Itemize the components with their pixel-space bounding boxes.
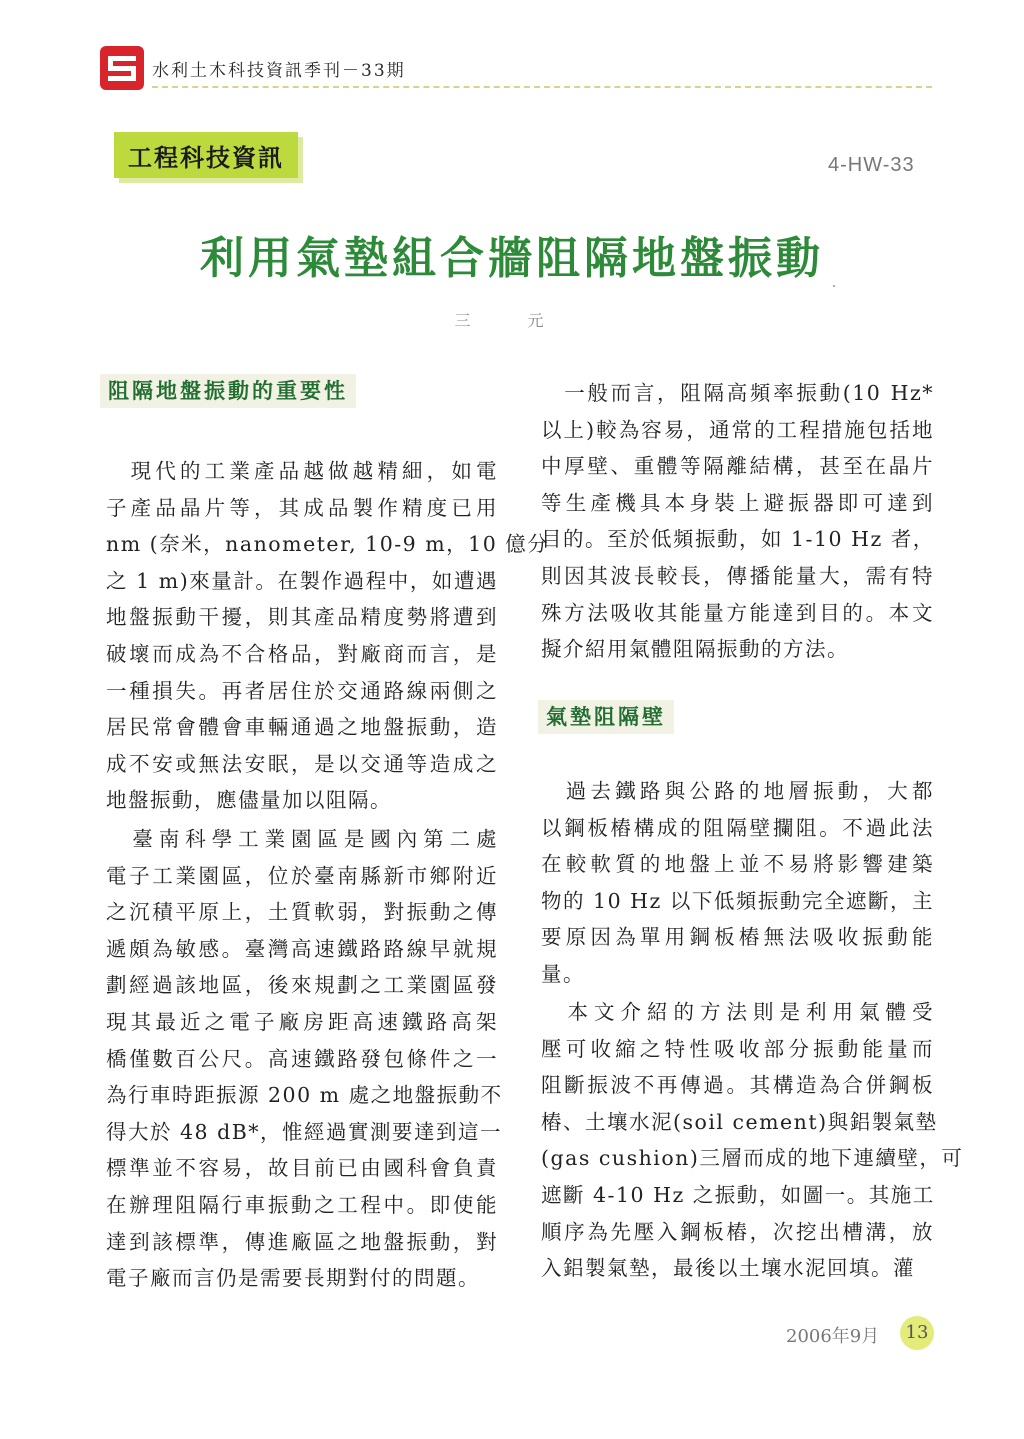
article-title: 利用氣墊組合牆阻隔地盤振動 bbox=[200, 233, 824, 284]
text-line: 子產品晶片等，其成品製作精度已用 bbox=[106, 495, 498, 520]
author-name: 三 元 bbox=[454, 311, 570, 330]
text-line: 則因其波長較長，傳播能量大，需有特 bbox=[541, 563, 934, 588]
text-line: 以上)較為容易，通常的工程措施包括地 bbox=[541, 417, 934, 442]
text-line: 電子工業園區，位於臺南縣新市鄉附近 bbox=[106, 863, 498, 888]
text-line: 量。 bbox=[541, 961, 585, 986]
paragraph-method bbox=[541, 994, 964, 1287]
text-line: 之 1 m)來量計。在製作過程中，如遭遇 bbox=[106, 568, 498, 593]
text-line: 阻斷振波不再傳過。其構造為合併鋼板 bbox=[541, 1073, 934, 1098]
text-line: 中厚壁、重體等隔離結構，甚至在晶片 bbox=[541, 454, 934, 479]
text-line: nm (奈米，nanometer, 10-9 m，10 億分 bbox=[106, 532, 550, 557]
issue-date: 2006年9月 bbox=[786, 1326, 880, 1347]
text-line: 達到該標準，傳進廠區之地盤振動，對 bbox=[106, 1229, 498, 1254]
text-line: 得大於 48 dB*，惟經過實測要達到這一 bbox=[106, 1119, 503, 1144]
text-line: 過去鐵路與公路的地層振動，大都 bbox=[541, 779, 934, 803]
text-line: 以鋼板樁構成的阻隔壁攔阻。不過此法 bbox=[541, 815, 934, 840]
text-line: 等生產機具本身裝上避振器即可達到 bbox=[541, 490, 934, 515]
text-line: 壓可收縮之特性吸收部分振動能量而 bbox=[541, 1036, 934, 1061]
paragraph-history bbox=[541, 773, 934, 993]
section-heading-importance: 阻隔地盤振動的重要性 bbox=[100, 374, 356, 408]
text-line: 劃經過該地區，後來規劃之工業園區發 bbox=[106, 973, 498, 998]
text-line: 為行車時距振源 200 m 處之地盤振動不 bbox=[106, 1083, 503, 1108]
text-line: 遞頗為敏感。臺灣高速鐵路路線早就規 bbox=[106, 936, 498, 961]
text-line: 在較軟質的地盤上並不易將影響建築 bbox=[541, 852, 934, 877]
paragraph-intro bbox=[106, 453, 550, 819]
text-line: 目的。至於低頻振動，如 1-10 Hz 者， bbox=[541, 527, 935, 552]
text-line: 遮斷 4-10 Hz 之振動，如圖一。其施工 bbox=[541, 1182, 935, 1207]
text-line: 順序為先壓入鋼板樁，次挖出槽溝，放 bbox=[541, 1219, 934, 1244]
text-line: 擬介紹用氣體阻隔振動的方法。 bbox=[541, 637, 849, 662]
text-line: 物的 10 Hz 以下低頻振動完全遮斷，主 bbox=[541, 888, 934, 913]
section-heading-gas-cushion: 氣墊阻隔壁 bbox=[538, 700, 674, 734]
text-line: 臺南科學工業園區是國內第二處 bbox=[106, 827, 498, 851]
text-line: 入鋁製氣墊，最後以土壤水泥回填。灌 bbox=[541, 1256, 915, 1281]
text-line: 標準並不容易，故目前已由國科會負責 bbox=[106, 1156, 498, 1181]
text-line: 地盤振動，應儘量加以阻隔。 bbox=[106, 788, 392, 813]
text-line: 現其最近之電子廠房距高速鐵路高架 bbox=[106, 1009, 498, 1034]
text-line: 現代的工業產品越做越精細，如電 bbox=[106, 459, 498, 483]
text-line: 居民常會體會車輛通過之地盤振動，造 bbox=[106, 715, 498, 740]
paragraph-frequency bbox=[541, 375, 934, 668]
text-line: 成不安或無法安眠，是以交通等造成之 bbox=[106, 751, 498, 776]
text-line: 殊方法吸收其能量方能達到目的。本文 bbox=[541, 600, 934, 625]
scan-speck bbox=[833, 285, 835, 287]
journal-title: 水利土木科技資訊季刊－33期 bbox=[152, 61, 406, 81]
text-line: 電子廠而言仍是需要長期對付的問題。 bbox=[106, 1266, 480, 1291]
text-line: 之沉積平原上，土質軟弱，對振動之傳 bbox=[106, 900, 498, 925]
text-line: 本文介紹的方法則是利用氣體受 bbox=[541, 1000, 934, 1024]
text-line: 一種損失。再者居住於交通路線兩側之 bbox=[106, 678, 498, 703]
paragraph-tainan bbox=[106, 821, 503, 1297]
text-line: 橋僅數百公尺。高速鐵路發包條件之一 bbox=[106, 1046, 498, 1071]
text-line: (gas cushion)三層而成的地下連續壁，可 bbox=[541, 1146, 964, 1171]
text-line: 樁、土壤水泥(soil cement)與鋁製氣墊 bbox=[541, 1109, 938, 1134]
category-tag: 工程科技資訊 bbox=[114, 132, 298, 178]
text-line: 要原因為單用鋼板樁無法吸收振動能 bbox=[541, 925, 934, 950]
text-line: 地盤振動干擾，則其產品精度勢將遭到 bbox=[106, 605, 498, 630]
text-line: 一般而言，阻隔高頻率振動(10 Hz* bbox=[541, 381, 934, 405]
article-code: 4-HW-33 bbox=[828, 154, 915, 176]
page-number: 13 bbox=[900, 1316, 934, 1350]
header-divider bbox=[152, 86, 932, 88]
text-line: 破壞而成為不合格品，對廠商而言，是 bbox=[106, 641, 498, 666]
text-line: 在辦理阻隔行車振動之工程中。即使能 bbox=[106, 1192, 498, 1217]
journal-logo-icon bbox=[100, 46, 144, 90]
